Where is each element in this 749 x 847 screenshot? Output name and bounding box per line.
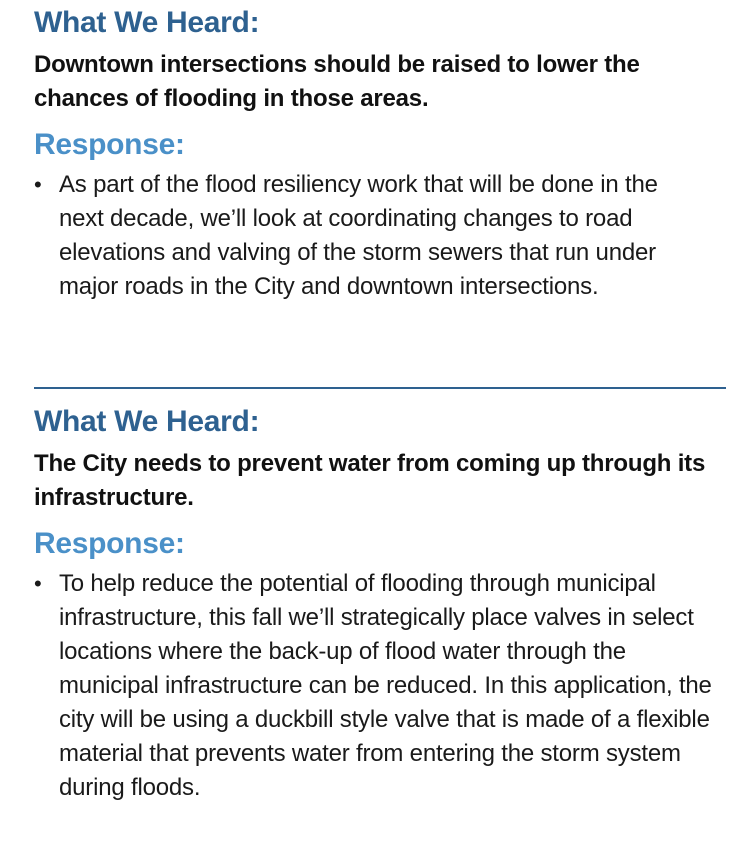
- heard-statement: Downtown intersections should be raised to lower the chances of flooding in those areas.: [34, 51, 640, 112]
- section-divider: [34, 387, 726, 389]
- response-bullet: [34, 168, 679, 304]
- what-we-heard-heading: What We Heard:: [34, 6, 260, 39]
- response-text: As part of the flood resiliency work that will be done in the next decade, we’ll look at coordinating changes to road elevations and valving of the storm sewers that run under major roads in the City and downtown intersections.: [59, 171, 658, 300]
- response-heading: Response:: [34, 527, 185, 560]
- feedback-section-1: [34, 4, 726, 304]
- response-list: [34, 168, 726, 304]
- response-list: [34, 567, 726, 805]
- heard-statement: The City needs to prevent water from coming up through its infrastructure.: [34, 450, 706, 511]
- response-text: To help reduce the potential of flooding through municipal infrastructure, this fall we’ll strategically place valves in select locations where the back-up of flood water through the municipal infrastructure can be reduced. In this application, the city will be using a duckbill style valve that is made of a flexible material that prevents water from entering the storm system during floods.: [59, 570, 712, 801]
- what-we-heard-heading: What We Heard:: [34, 405, 260, 438]
- bullet-icon: •: [34, 571, 42, 596]
- bullet-icon: •: [34, 172, 42, 197]
- feedback-section-2: [34, 403, 726, 805]
- response-heading: Response:: [34, 128, 185, 161]
- response-bullet: [34, 567, 726, 805]
